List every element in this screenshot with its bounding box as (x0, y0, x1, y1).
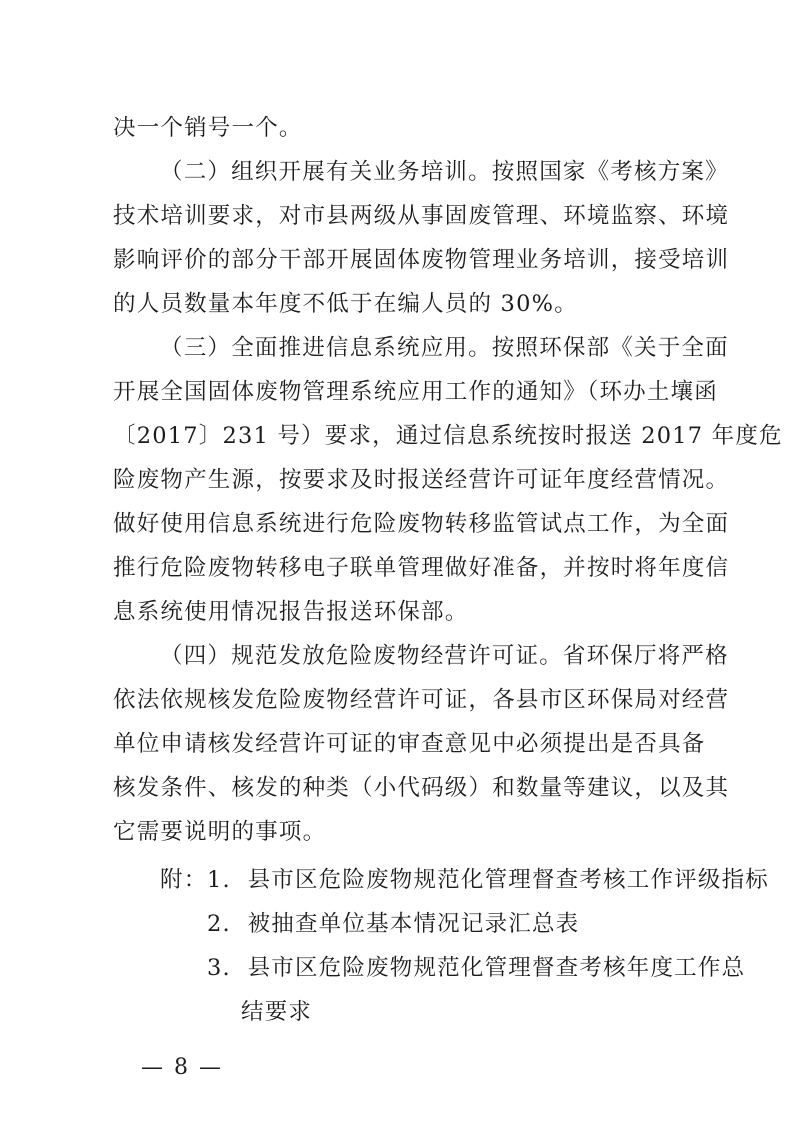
body-line: 它需要说明的事项。 (113, 819, 327, 845)
body-line: 推行危险废物转移电子联单管理做好准备，并按时将年度信 (113, 555, 730, 581)
body-line: 影响评价的部分干部开展固体废物管理业务培训，接受培训 (113, 247, 730, 273)
body-line: 技术培训要求，对市县两级从事固废管理、环境监察、环境 (113, 203, 730, 229)
body-line: （二）组织开展有关业务培训。按照国家《考核方案》 (160, 159, 729, 185)
body-line: （三）全面推进信息系统应用。按照环保部《关于全面 (160, 335, 729, 361)
attachment-item: 3. 县市区危险废物规范化管理督查考核年度工作总 (207, 955, 746, 981)
attachment-item: 1. 县市区危险废物规范化管理督查考核工作评级指标 (207, 867, 769, 893)
body-line: 险废物产生源，按要求及时报送经营许可证年度经营情况。 (113, 467, 730, 493)
body-line: 核发条件、核发的种类（小代码级）和数量等建议，以及其 (113, 775, 730, 801)
body-line: 〔2017〕231 号）要求，通过信息系统按时报送 2017 年度危 (113, 423, 783, 449)
attachment-item: 结要求 (241, 999, 313, 1025)
body-line: 息系统使用情况报告报送环保部。 (113, 599, 469, 625)
attachments-label: 附： (160, 867, 208, 893)
body-line: 决一个销号一个。 (113, 115, 303, 141)
attachment-item: 2. 被抽查单位基本情况记录汇总表 (207, 911, 580, 937)
body-line: 的人员数量本年度不低于在编人员的 30%。 (113, 291, 578, 317)
body-line: （四）规范发放危险废物经营许可证。省环保厅将严格 (160, 643, 729, 669)
page-number: — 8 — (141, 1055, 223, 1080)
body-line: 依法依规核发危险废物经营许可证，各县市区环保局对经营 (113, 687, 730, 713)
body-line: 做好使用信息系统进行危险废物转移监管试点工作，为全面 (113, 511, 730, 537)
body-line: 单位申请核发经营许可证的审查意见中必须提出是否具备 (113, 731, 706, 757)
body-line: 开展全国固体废物管理系统应用工作的通知》（环办土壤函 (113, 379, 718, 405)
